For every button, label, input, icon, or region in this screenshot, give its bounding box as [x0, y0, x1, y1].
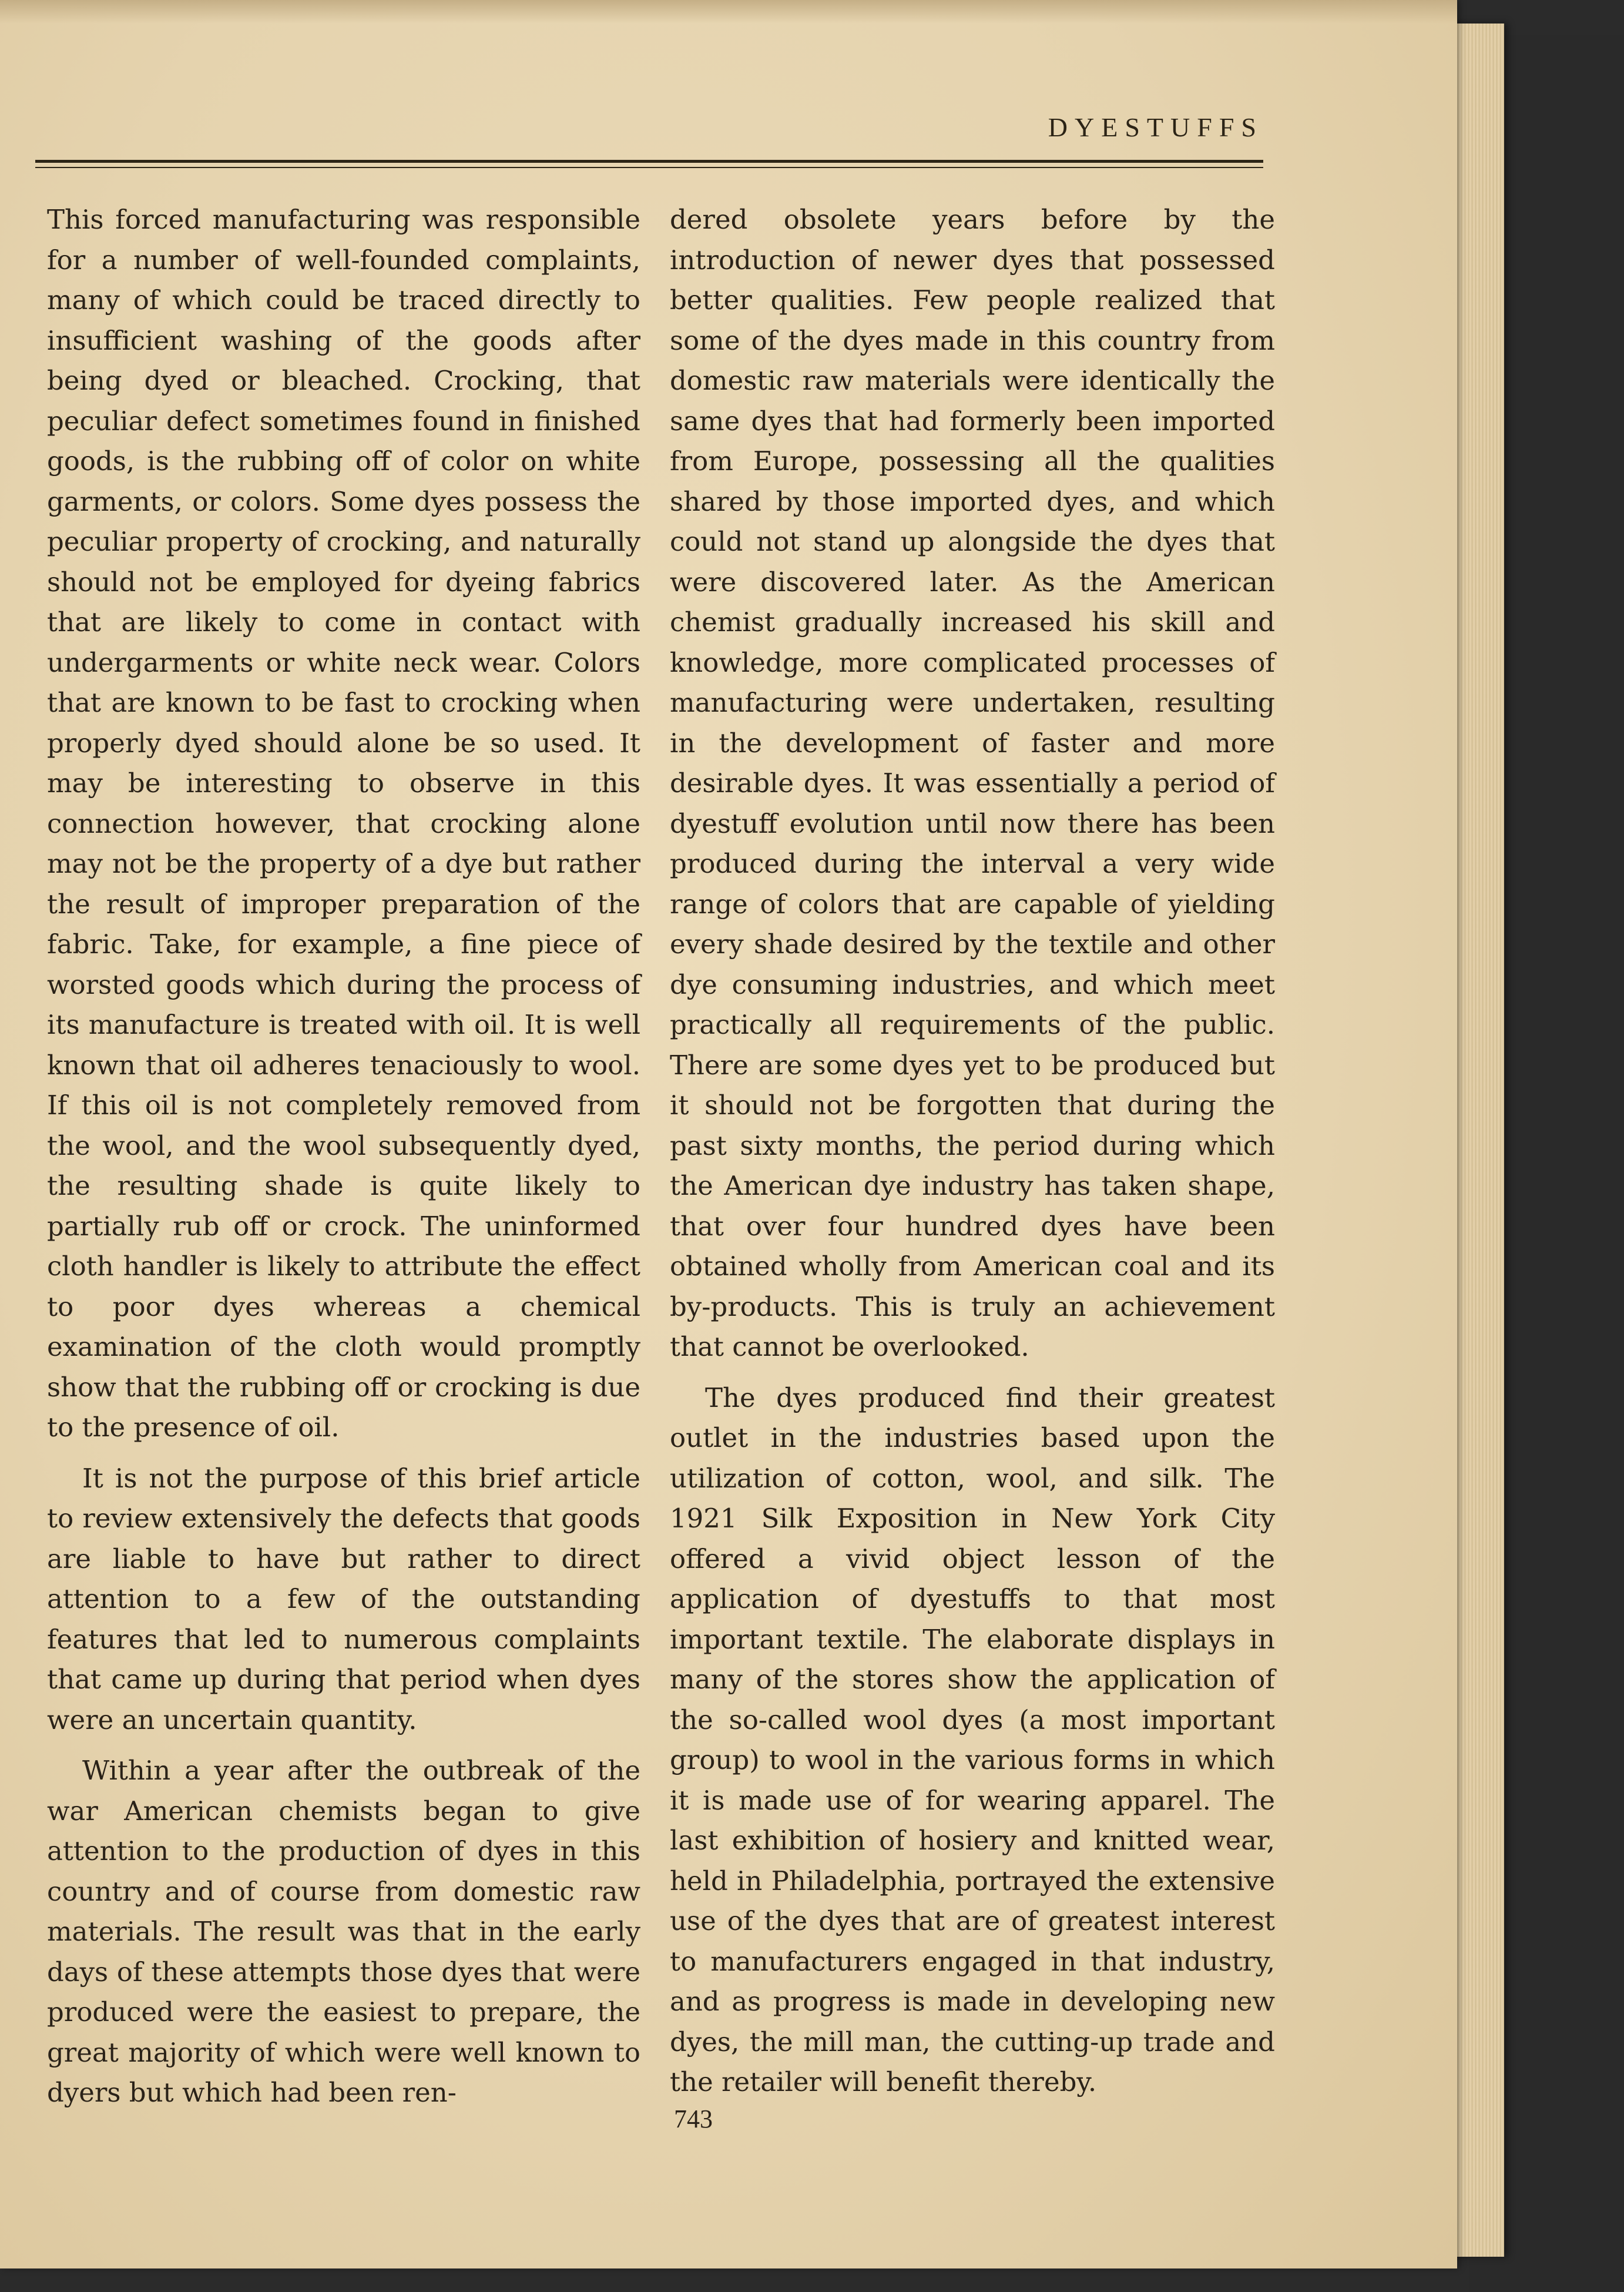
paragraph: Within a year after the outbreak of the war American chemists began to give attention to the production of dyes in this country and of course from domestic raw materials. The result was that in the early days of these attempts those dyes that were produced were the easiest to prepare, the great majority of which were well known to dyers but which had been ren-: [47, 1755, 640, 2108]
paragraph: The dyes produced find their greatest outlet in the industries based upon the utilization of cotton, wool, and silk. The 1921 Silk Exposition in New York City offered a vivid object lesson of the application of dyestuffs to that most important textile. The elaborate displays in many of the stores show the application of the so-called wool dyes (a most important group) to wool in the various forms in which it is made use of for wearing apparel. The last exhibition of hosiery and knitted wear, held in Philadelphia, portrayed the extensive use of the dyes that are of greatest interest to manufacturers engaged in that industry, and as progress is made in developing new dyes, the mill man, the cutting-up trade and the retailer will benefit thereby.: [670, 1382, 1275, 2097]
left-column: [47, 200, 640, 2113]
right-column: [670, 200, 1275, 2103]
header-rule-thin: [35, 167, 1263, 168]
page-top-shadow: [0, 0, 1457, 24]
paragraph: This forced manufacturing was responsible for a number of well-founded complaints, many of which could be traced directly to insufficient washing of the goods after being dyed or bleached. Crocking, that peculiar defect sometimes found in finished goods, is the rubbing off of color on white garments, or colors. Some dyes possess the peculiar property of crocking, and naturally should not be employed for dyeing fabrics that are likely to come in contact with undergarments or white neck wear. Colors that are known to be fast to crocking when properly dyed should alone be so used. It may be interesting to observe in this connection however, that crocking alone may not be the property of a dye but rather the result of improper preparation of the fabric. Take, for example, a fine piece of worsted goods which during the process of its manufacture is treated with oil. It is well known that oil adheres tenaciously to wool. If this oil is not completely removed from the wool, and the wool subsequently dyed, the resulting shade is quite likely to partially rub off or crock. The uninformed cloth handler is likely to attribute the effect to poor dyes whereas a chemical examination of the cloth would promptly show that the rubbing off or crocking is due to the presence of oil.: [47, 204, 640, 1443]
paragraph: dered obsolete years before by the introduction of newer dyes that possessed better qualities. Few people realized that some of the dyes made in this country from domestic raw materials were identically the same dyes that had formerly been imported from Europe, possessing all the qualities shared by those imported dyes, and which could not stand up alongside the dyes that were discovered later. As the American chemist gradually increased his skill and knowledge, more complicated processes of manufacturing were undertaken, resulting in the development of faster and more desirable dyes. It was essentially a period of dyestuff evolution until now there has been produced during the interval a very wide range of colors that are capable of yielding every shade desired by the textile and other dye consuming industries, and which meet practically all requirements of the public. There are some dyes yet to be produced but it should not be forgotten that during the past sixty months, the period during which the American dye industry has taken shape, that over four hundred dyes have been obtained wholly from American coal and its by-products. This is truly an achievement that cannot be overlooked.: [670, 204, 1275, 1362]
page-number: 743: [674, 2105, 713, 2133]
paragraph: It is not the purpose of this brief article to review extensively the defects that goods are liable to have but rather to direct attention to a few of the outstanding features that led to numerous complaints that came up during that period when dyes were an uncertain quantity.: [47, 1462, 640, 1735]
header-rule-thick: [35, 160, 1263, 163]
running-header: DYESTUFFS: [1048, 112, 1263, 142]
